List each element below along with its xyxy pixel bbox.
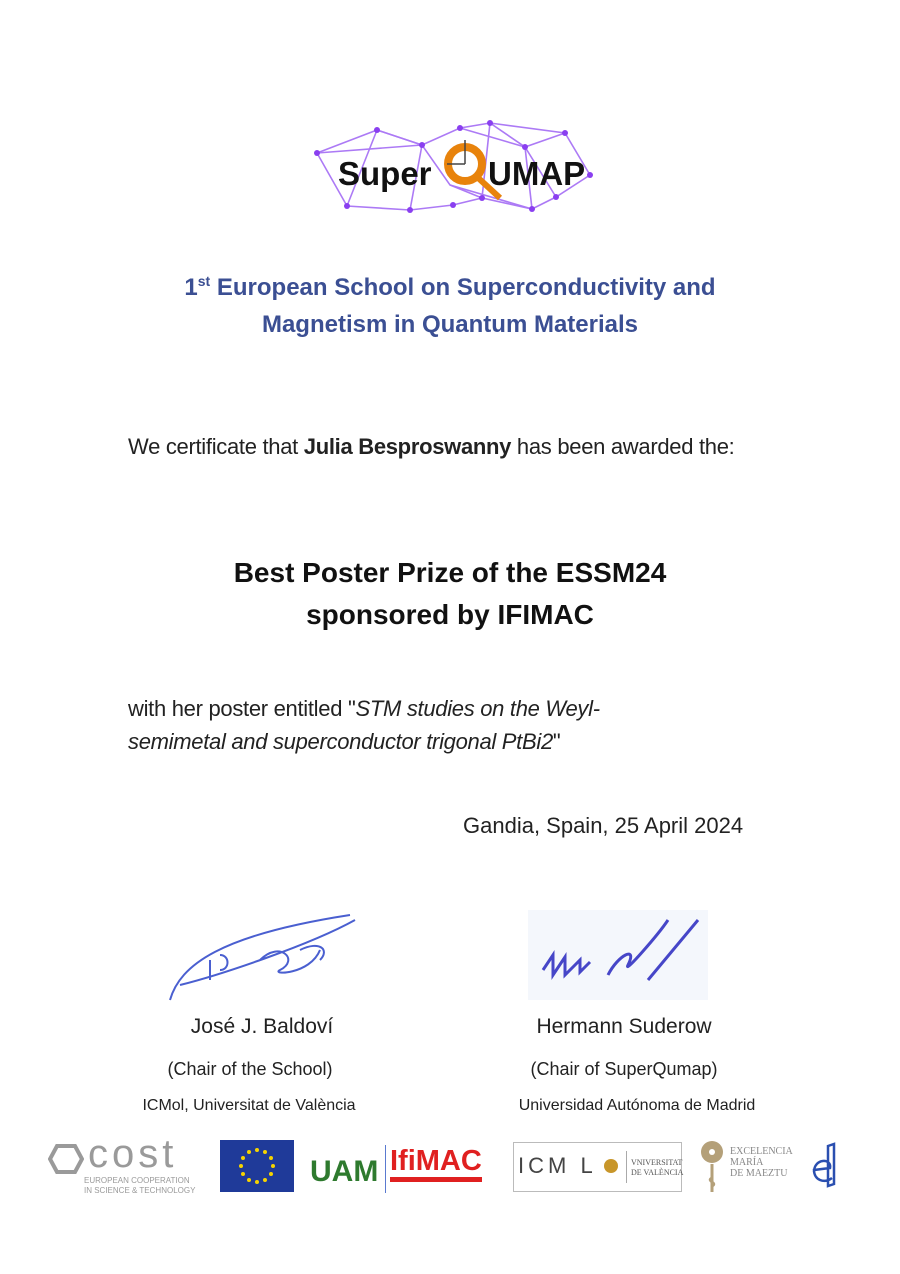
logo-divider: [385, 1145, 386, 1193]
signature-baldovi: [160, 905, 360, 1005]
school-title: 1st European School on Superconductivity and Magnetism in Quantum Materials: [184, 273, 716, 338]
icmol-hex-icon: [604, 1159, 618, 1173]
icmol-divider: [626, 1151, 627, 1183]
signatory-role: (Chair of the School): [167, 1059, 333, 1079]
signature-suderow: [528, 910, 708, 1000]
awardee-name: Julia Besproswanny: [303, 434, 512, 459]
cost-logo: cost EUROPEAN COOPERATION IN SCIENCE & TECHNOLOGY: [48, 1138, 210, 1198]
signatory-affiliation: Universidad Autónoma de Madrid: [518, 1097, 756, 1114]
network-graphic-icon: [310, 115, 600, 215]
superqumap-logo: [310, 115, 600, 215]
icmol-text: ICM L: [518, 1153, 597, 1178]
poster-text: with her poster entitled "STM studies on the Weyl-semimetal and superconductor trigonal PtBi2": [128, 696, 600, 754]
uam-logo: UAM: [310, 1155, 379, 1188]
signatory-name: Hermann Suderow: [536, 1015, 712, 1038]
svg-text:Super: Super: [338, 155, 432, 192]
certify-text: We certificate that Julia Besproswanny has been awarded the:: [128, 434, 735, 459]
ifimac-logo: IfiMAC: [390, 1145, 482, 1182]
poster-title: STM studies on the Weyl-semimetal and superconductor trigonal PtBi2: [128, 696, 600, 754]
prize-title: Best Poster Prize of the ESSM24 sponsored by IFIMAC: [233, 557, 667, 630]
aei-logo-icon: [808, 1142, 836, 1190]
hexagon-icon: [48, 1144, 84, 1174]
key-icon: [700, 1138, 726, 1194]
icmol-uv-logo: ICM L VNIVERSITAT DE VALÈNCIA: [513, 1142, 682, 1192]
signatory-affiliation: ICMol, Universitat de València: [142, 1097, 356, 1114]
svg-text:UMAP: UMAP: [488, 155, 586, 192]
date-place: Gandia, Spain, 25 April 2024: [463, 813, 744, 838]
maria-de-maeztu-logo: EXCELENCIA MARÍA DE MAEZTU: [700, 1138, 840, 1194]
signatory-role: (Chair of SuperQumap): [530, 1059, 718, 1079]
signatory-name: José J. Baldoví: [190, 1015, 334, 1038]
eu-flag-logo: [220, 1140, 294, 1192]
